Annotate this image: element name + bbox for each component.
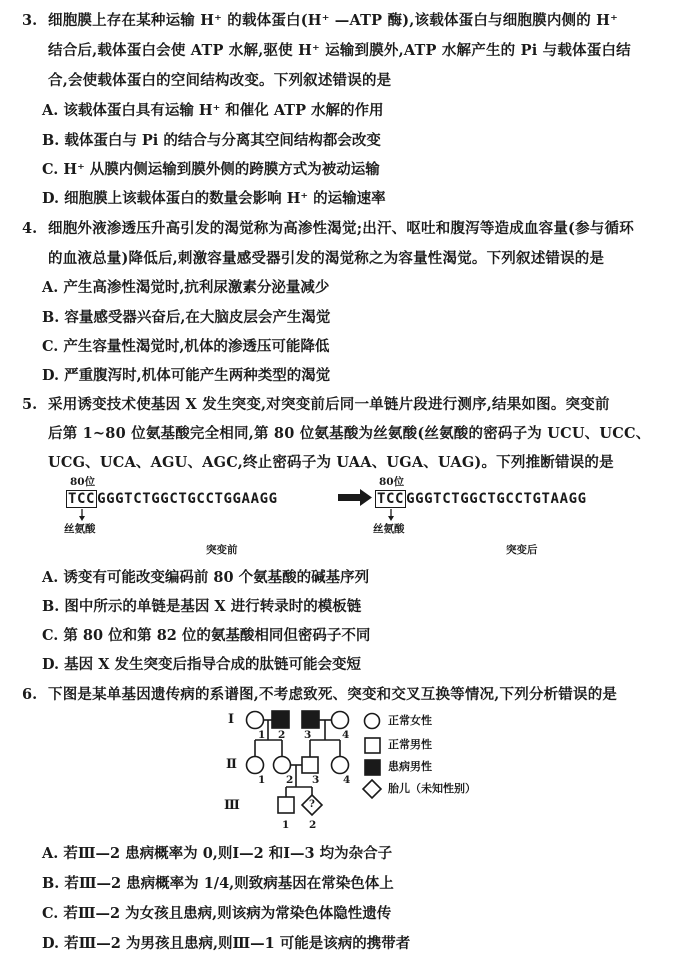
option-d: D. 细胞膜上该载体蛋白的数量会影响 H⁺ 的运输速率 — [42, 190, 386, 207]
individual-number: 1 — [282, 819, 290, 831]
legend-label: 正常男性 — [388, 738, 432, 751]
individual-number: 2 — [309, 819, 317, 831]
pedigree-female-normal — [332, 712, 349, 729]
legend-fetus-icon — [363, 780, 381, 798]
question-text-line: 后第 1~80 位氨基酸完全相同,第 80 位氨基酸为丝氨酸(丝氨酸的密码子为 UCU、UCC、 — [48, 425, 651, 442]
option-c: C. 若Ⅲ—2 为女孩且患病,则该病为常染色体隐性遗传 — [42, 905, 392, 922]
option-a: A. 该载体蛋白具有运输 H⁺ 和催化 ATP 水解的作用 — [42, 102, 384, 119]
question-text-line: 结合后,载体蛋白会使 ATP 水解,驱使 H⁺ 运输到膜外,ATP 水解产生的 Pi 与载体蛋白结 — [48, 42, 631, 59]
option-b: B. 若Ⅲ—2 患病概率为 1/4,则致病基因在常染色体上 — [42, 875, 394, 892]
pedigree-male-normal — [278, 797, 294, 813]
codon-box-before: TCC — [68, 491, 96, 507]
individual-number: 4 — [342, 729, 350, 741]
caption-after: 突变后 — [506, 544, 538, 556]
individual-number: 3 — [304, 729, 312, 741]
individual-number: 1 — [258, 729, 266, 741]
pedigree-female-normal — [332, 757, 349, 774]
individual-number: 3 — [312, 774, 320, 786]
position-label-after: 80位 — [379, 476, 405, 488]
individual-number: 2 — [286, 774, 294, 786]
caption-before: 突变前 — [206, 544, 238, 556]
question-number: 5. — [22, 396, 38, 413]
legend-label: 患病男性 — [388, 760, 432, 773]
legend-label: 胎儿（未知性别） — [388, 782, 476, 795]
question-text-line: 的血液总量)降低后,刺激容量感受器引发的渴觉称之为容量性渴觉。下列叙述错误的是 — [48, 250, 605, 267]
individual-number: 4 — [343, 774, 351, 786]
option-b: B. 容量感受器兴奋后,在大脑皮层会产生渴觉 — [42, 309, 331, 326]
individual-number: 1 — [258, 774, 266, 786]
pedigree-female-normal — [274, 757, 291, 774]
pedigree-male-normal — [302, 757, 318, 773]
option-d: D. 若Ⅲ—2 为男孩且患病,则Ⅲ—1 可能是该病的携带者 — [42, 935, 411, 952]
option-a: A. 产生高渗性渴觉时,抗利尿激素分泌量减少 — [42, 279, 330, 296]
question-text-line: 细胞膜上存在某种运输 H⁺ 的载体蛋白(H⁺ —ATP 酶),该载体蛋白与细胞膜内侧的 H⁺ — [48, 12, 618, 29]
sequence-before-rest: GGGTCTGGCTGCCTGGAAGG — [97, 491, 278, 507]
option-a: A. 诱变有可能改变编码前 80 个氨基酸的碱基序列 — [42, 569, 370, 586]
option-d: D. 基因 X 发生突变后指导合成的肽链可能会变短 — [42, 656, 361, 673]
fetus-question-mark: ? — [309, 799, 315, 810]
generation-label-1: Ⅰ — [228, 712, 235, 727]
question-number: 3. — [22, 12, 38, 29]
option-b: B. 载体蛋白与 Pi 的结合与分离其空间结构都会改变 — [42, 132, 381, 149]
option-a: A. 若Ⅲ—2 患病概率为 0,则Ⅰ—2 和Ⅰ—3 均为杂合子 — [42, 845, 393, 862]
option-c: C. 产生容量性渴觉时,机体的渗透压可能降低 — [42, 338, 330, 355]
amino-acid-label-before: 丝氨酸 — [64, 523, 96, 535]
question-text-line: 下图是某单基因遗传病的系谱图,不考虑致死、突变和交叉互换等情况,下列分析错误的是 — [48, 686, 618, 703]
option-b: B. 图中所示的单链是基因 X 进行转录时的模板链 — [42, 598, 362, 615]
question-number: 4. — [22, 220, 38, 237]
question-text-line: 采用诱变技术使基因 X 发生突变,对突变前后同一单链片段进行测序,结果如图。突变前 — [48, 396, 610, 413]
position-label-before: 80位 — [70, 476, 96, 488]
individual-number: 2 — [278, 729, 286, 741]
codon-box-after: TCC — [377, 491, 405, 507]
option-c: C. H⁺ 从膜内侧运输到膜外侧的跨膜方式为被动运输 — [42, 161, 380, 178]
sequence-after-rest: GGGTCTGGCTGCCTGTAAGG — [406, 491, 587, 507]
question-text-line: UCG、UCA、AGU、AGC,终止密码子为 UAA、UGA、UAG)。下列推断错误的是 — [48, 454, 614, 471]
legend-male-normal-icon — [365, 738, 380, 753]
question-text-line: 细胞外液渗透压升高引发的渴觉称为高渗性渴觉;出汗、呕吐和腹泻等造成血容量(参与循环 — [48, 220, 634, 237]
pedigree-female-normal — [247, 757, 264, 774]
legend-female-normal-icon — [365, 714, 380, 729]
option-d: D. 严重腹泻时,机体可能产生两种类型的渴觉 — [42, 367, 331, 384]
option-c: C. 第 80 位和第 82 位的氨基酸相同但密码子不同 — [42, 627, 371, 644]
pedigree-female-normal — [247, 712, 264, 729]
question-text-line: 合,会使载体蛋白的空间结构改变。下列叙述错误的是 — [48, 72, 392, 89]
generation-label-2: Ⅱ — [226, 757, 237, 772]
legend-male-affected-icon — [365, 760, 380, 775]
amino-acid-label-after: 丝氨酸 — [373, 523, 405, 535]
pedigree-male-affected — [302, 711, 319, 728]
legend-label: 正常女性 — [388, 714, 432, 727]
generation-label-3: Ⅲ — [224, 798, 240, 813]
pedigree-male-affected — [272, 711, 289, 728]
question-number: 6. — [22, 686, 38, 703]
